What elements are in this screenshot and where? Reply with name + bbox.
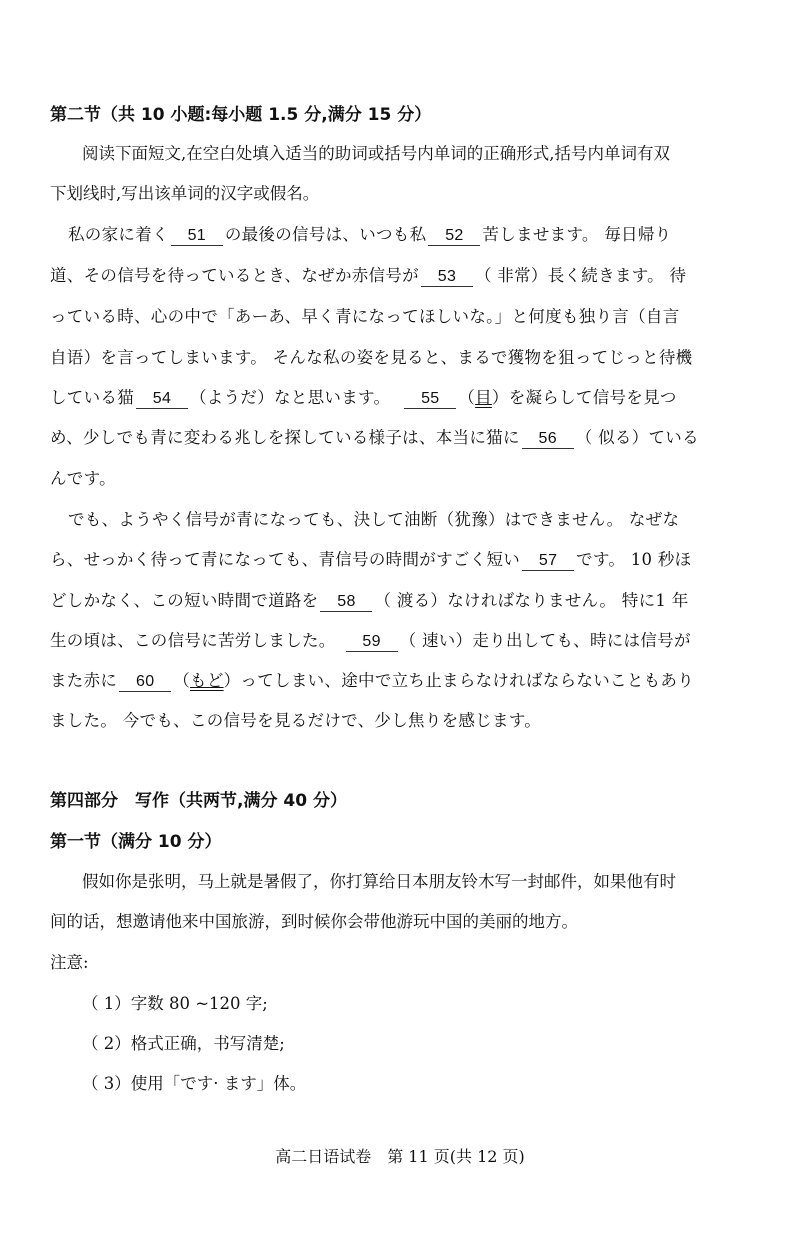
passage-text: また赤に [50, 671, 118, 690]
passage-line [50, 262, 686, 287]
passage-text: （ 速い）走り出しても、時には信号が [399, 631, 691, 650]
passage-line [50, 667, 694, 692]
passage-line: でも、ようやく信号が青になっても、決して油断（犹豫）はできません。 なぜな [68, 510, 680, 529]
passage-line: ました。 今でも、この信号を見るだけで、少し焦りを感じます。 [50, 711, 542, 730]
passage-text: （ 非常）長く続きます。 待 [474, 266, 687, 285]
passage-line [50, 587, 689, 612]
passage-text: です。 10 秒ほ [576, 550, 692, 569]
part4-subheading: 第一节（满分 10 分） [50, 832, 222, 852]
note-item: （ 3）使用「です· ます」体。 [82, 1074, 307, 1093]
notes-label: 注意: [50, 953, 89, 972]
passage-text: （ 似る）ている [575, 428, 699, 447]
blank-59: 59 [346, 633, 398, 652]
passage-text: 苦しませます。 毎日帰り [482, 225, 672, 244]
passage-text: （ようだ）なと思います。 [190, 388, 391, 407]
blank-58: 58 [320, 593, 372, 612]
prompt-line-2: 间的话，想邀请他来中国旅游，到时候你会带他游玩中国的美丽的地方。 [50, 912, 578, 931]
passage-line [68, 221, 671, 246]
page-footer: 高二日语试卷 第 11 页(共 12 页) [275, 1147, 525, 1166]
passage-text: め、少しでも青に変わる兆しを探している様子は、本当に猫に [50, 428, 520, 447]
passage-line [50, 627, 691, 652]
prompt-line-1: 假如你是张明，马上就是暑假了，你打算给日本朋友铃木写一封邮件，如果他有时 [82, 872, 676, 891]
blank-52: 52 [428, 227, 480, 246]
passage-text: している猫 [50, 388, 134, 407]
passage-text: どしかなく、この短い時間で道路を [50, 591, 319, 610]
instruction-line-2: 下划线时,写出该单词的汉字或假名。 [50, 184, 320, 203]
double-underlined-word: 目 [475, 388, 492, 407]
passage-line [50, 546, 691, 571]
passage-text: ら、せっかく待って青になっても、青信号の時間がすごく短い [50, 550, 521, 569]
passage-text: 道、その信号を待っているとき、なぜか赤信号が [50, 266, 419, 285]
blank-57: 57 [522, 552, 574, 571]
passage-line [50, 384, 677, 409]
part4-heading: 第四部分 写作（共两节,满分 40 分） [50, 791, 347, 811]
blank-56: 56 [522, 430, 574, 449]
passage-text: ）ってしまい、途中で立ち止まらなければならないこともあり [223, 671, 695, 690]
double-underlined-word: もど [190, 671, 224, 690]
note-item: （ 2）格式正确，书写清楚; [82, 1034, 285, 1053]
note-item: （ 1）字数 80 ~120 字; [82, 994, 268, 1013]
blank-55: 55 [404, 390, 456, 409]
blank-53: 53 [421, 268, 473, 287]
section-heading: 第二节（共 10 小题:每小题 1.5 分,满分 15 分） [50, 105, 432, 125]
passage-text: ）を凝らして信号を見つ [491, 388, 677, 407]
blank-51: 51 [171, 227, 223, 246]
passage-line: 自语）を言ってしまいます。 そんな私の姿を見ると、まるで獲物を狙ってじっと待機 [50, 348, 693, 367]
passage-text: 私の家に着く [68, 225, 169, 244]
blank-54: 54 [136, 390, 188, 409]
blank-60: 60 [119, 673, 171, 692]
passage-line: っている時、心の中で「あーあ、早く青になってほしいな。」と何度も独り言（自言 [50, 307, 680, 326]
passage-text: の最後の信号は、いつも私 [224, 225, 427, 244]
passage-line [50, 424, 699, 449]
passage-text: （ [458, 388, 476, 407]
passage-line: んです。 [50, 469, 116, 488]
passage-text: （ [173, 671, 191, 690]
instruction-line-1: 阅读下面短文,在空白处填入适当的助词或括号内单词的正确形式,括号内单词有双 [82, 144, 670, 163]
passage-text: 生の頃は、この信号に苦労しました。 [50, 631, 336, 650]
passage-text: （ 渡る）なければなりません。 特に1 年 [374, 591, 689, 610]
